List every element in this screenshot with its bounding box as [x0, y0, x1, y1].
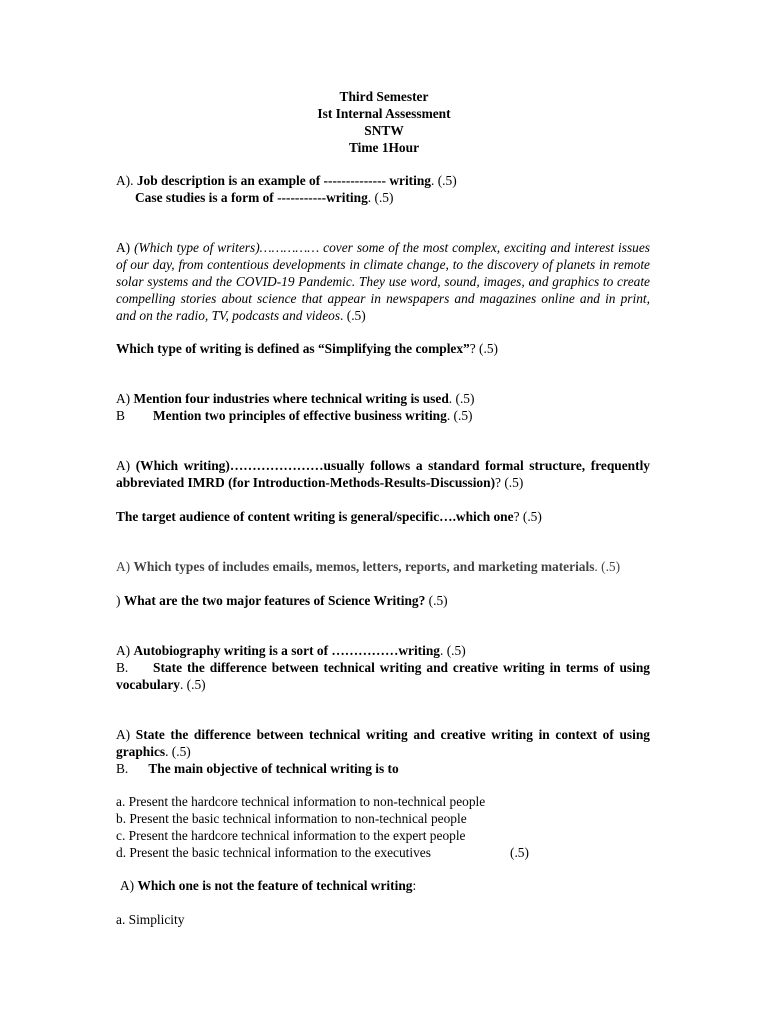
question-text: Which type of writing is defined as “Simplifying the complex” [116, 341, 470, 356]
mark-label: . (.5) [594, 559, 621, 574]
exam-header [0, 88, 768, 156]
question-prefix: B. [116, 761, 149, 776]
question-text: Autobiography writing is a sort of ……………writing [133, 643, 440, 658]
question-1b [135, 189, 650, 206]
question-3b [116, 407, 650, 424]
question-text: Which one is not the feature of technical writing [137, 878, 413, 893]
question-2a [116, 239, 650, 324]
question-text: Case studies is a form of -----------writing [135, 190, 368, 205]
mark-label: . (.5) [165, 744, 191, 759]
mark-label: ? (.5) [513, 509, 542, 524]
mark-label: . (.5) [448, 391, 475, 406]
mark-label: ? (.5) [469, 341, 499, 356]
option-b: b. Present the basic technical information to non-technical people [116, 811, 467, 826]
question-5a [116, 558, 650, 575]
question-text: (Which type of writers)…………… cover some of the most complex, exciting and interest issues of our day, from contentious developments in climate change, to the discovery of planets in remote solar systems and the COVID-19 Pandemic. They use word, sound, images, and graphics to create compelling stories about science that appear in newspapers and magazines online and in print, and on the radio, TV, podcasts and videos [116, 240, 651, 323]
question-4b [116, 508, 650, 525]
question-7a [116, 726, 650, 760]
question-prefix: A) [116, 643, 134, 658]
question-4a [116, 457, 650, 491]
question-text: Which types of includes emails, memos, letters, reports, and marketing materials [133, 559, 595, 574]
mark-label: . (.5) [340, 308, 366, 323]
question-6b [116, 659, 650, 693]
question-text: State the difference between technical writing and creative writing in terms of using vocabulary [116, 660, 650, 692]
question-text: What are the two major features of Science Writing? [123, 593, 426, 608]
question-prefix: A). [116, 173, 137, 188]
question-text: The main objective of technical writing is to [148, 761, 399, 776]
question-5b [116, 592, 650, 609]
assessment-title: Ist Internal Assessment [317, 106, 451, 121]
question-2b [116, 340, 650, 357]
option-c: c. Present the hardcore technical information to the expert people [116, 828, 466, 843]
semester-title: Third Semester [339, 89, 429, 104]
mark-label: (.5) [425, 593, 448, 608]
question-3a [116, 390, 650, 407]
mark-label: . (.5) [446, 408, 473, 423]
mark-label: . (.5) [440, 643, 466, 658]
mark-label: . (.5) [179, 677, 206, 692]
subject-code: SNTW [364, 123, 404, 138]
mark-label: . (.5) [431, 173, 457, 188]
question-8a [120, 877, 650, 894]
mark-label: : [412, 878, 417, 893]
question-prefix: A) [116, 727, 136, 742]
question-6a [116, 642, 650, 659]
question-prefix: ) [116, 593, 124, 608]
option-a: a. Present the hardcore technical information to non-technical people [116, 794, 486, 809]
option-d: d. Present the basic technical information to the executives [116, 845, 431, 860]
question-text: (Which writing)…………………usually follows a standard formal structure, frequently abbreviated IMRD (for Introduction-Methods-Results-Discussion) [116, 458, 650, 490]
question-prefix: A) [120, 878, 138, 893]
question-prefix: A) [116, 559, 134, 574]
question-prefix: B. [116, 660, 154, 675]
mark-label: (.5) [510, 845, 529, 860]
question-text: Mention two principles of effective business writing [153, 408, 447, 423]
question-prefix: B [116, 408, 125, 423]
question-text: State the difference between technical writing and creative writing in context of using graphics [116, 727, 650, 759]
question-prefix: A) [116, 391, 134, 406]
question-7b [116, 760, 650, 777]
question-1a [116, 172, 650, 189]
option-a: a. Simplicity [116, 912, 185, 927]
question-text: Mention four industries where technical writing is used [133, 391, 449, 406]
question-text: Job description is an example of -------------- writing [136, 173, 431, 188]
question-prefix: A) [116, 458, 136, 473]
mark-label: . (.5) [367, 190, 394, 205]
question-prefix: A) [116, 240, 135, 255]
mark-label: ? (.5) [495, 475, 524, 490]
time-limit: Time 1Hour [348, 140, 420, 155]
question-text: The target audience of content writing is general/specific….which one [116, 509, 514, 524]
